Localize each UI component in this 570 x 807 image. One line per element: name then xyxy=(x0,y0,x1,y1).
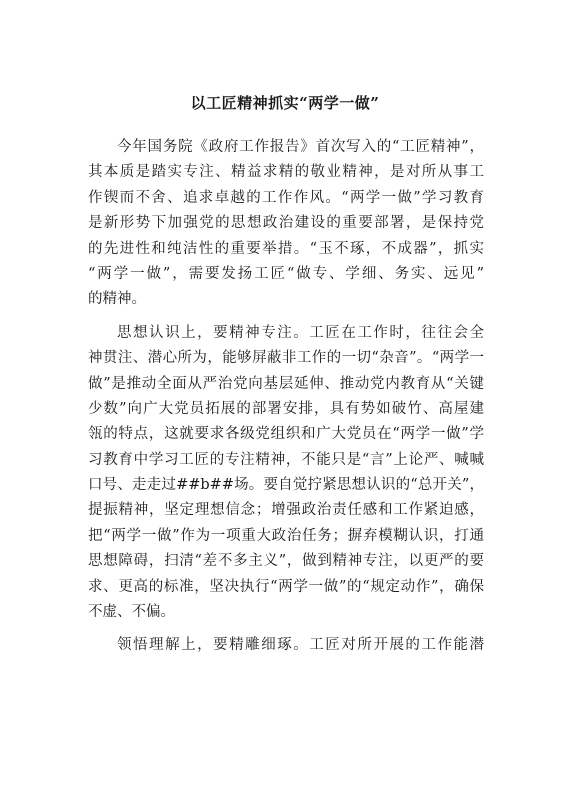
text-line: 少数”向广大党员拓展的部署安排，具有势如破竹、高屋建 xyxy=(88,400,484,417)
document-title: 以工匠精神抓实“两学一做” xyxy=(190,94,380,112)
text-line: “两学一做”，需要发扬工匠“做专、学细、务实、远见” xyxy=(88,265,484,282)
text-line: 神贯注、潜心所为，能够屏蔽非工作的一切“杂音”。“两学一 xyxy=(88,350,484,367)
text-line: 口号、走走过##b##场。要自觉拧紧思想认识的“总开关”， xyxy=(88,477,484,494)
document-body xyxy=(88,135,484,659)
paragraph-1 xyxy=(88,135,484,313)
text-line: 领悟理解上，要精雕细琢。工匠对所开展的工作能潜 xyxy=(117,637,484,654)
text-line: 提振精神，坚定理想信念；增强政治责任感和工作紧迫感， xyxy=(88,502,484,519)
text-line: 把“两学一做”作为一项重大政治任务；摒弃模糊认识，打通 xyxy=(88,527,484,544)
text-line: 不虚、不偏。 xyxy=(88,604,175,621)
paragraph-2 xyxy=(88,321,484,626)
text-line: 瓴的特点，这就要求各级党组织和广大党员在“两学一做”学 xyxy=(88,426,484,443)
text-line: 习教育中学习工匠的专注精神，不能只是“言”上论严、喊喊 xyxy=(88,451,484,468)
text-line: 其本质是踏实专注、精益求精的敬业精神，是对所从事工 xyxy=(88,164,484,181)
text-line: 求、更高的标准，坚决执行“两学一做”的“规定动作”，确保 xyxy=(88,578,484,595)
text-line: 做”是推动全面从严治党向基层延伸、推动党内教育从“关键 xyxy=(88,375,484,392)
text-line: 作锲而不舍、追求卓越的工作作风。“两学一做”学习教育 xyxy=(88,189,484,206)
text-line: 思想障碍，扫清“差不多主义”，做到精神专注，以更严的要 xyxy=(88,553,484,570)
paragraph-3 xyxy=(88,633,484,658)
text-line: 思想认识上，要精神专注。工匠在工作时，往往会全 xyxy=(117,324,484,341)
text-line: 的先进性和纯洁性的重要举措。“玉不琢，不成器”，抓实 xyxy=(88,240,484,257)
text-line: 的精神。 xyxy=(88,291,146,308)
text-line: 今年国务院《政府工作报告》首次写入的“工匠精神”， xyxy=(117,139,484,155)
text-line: 是新形势下加强党的思想政治建设的重要部署，是保持党 xyxy=(88,215,484,232)
